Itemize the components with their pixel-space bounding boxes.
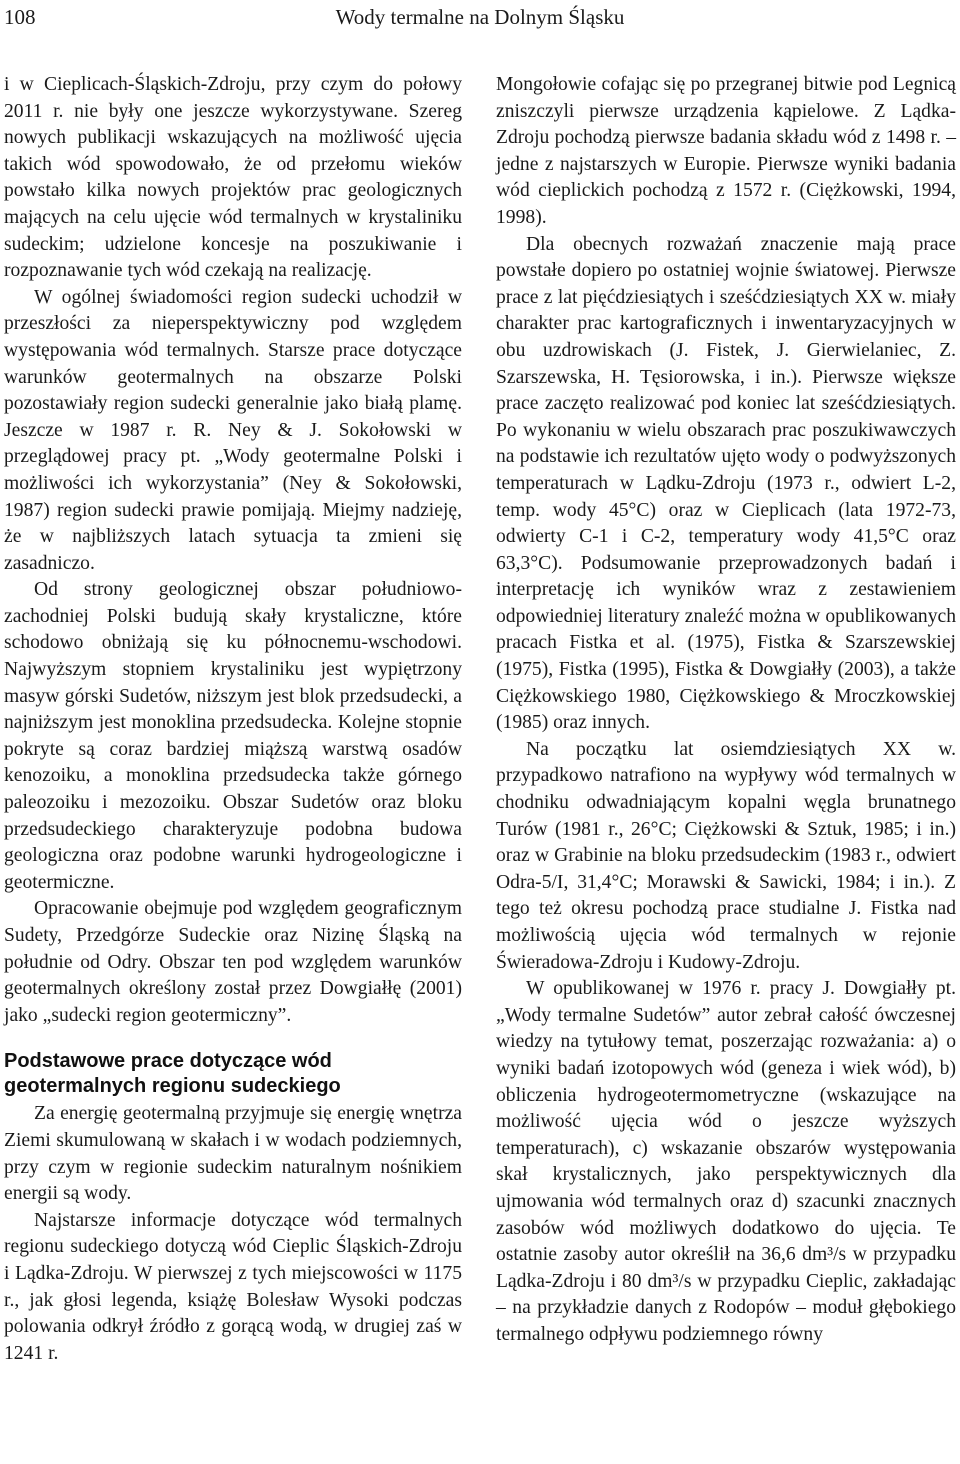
- paragraph: Najstarsze informacje dotyczące wód termalnych regionu sudeckiego dotyczą wód Cieplic Śląskich-Zdroju i Lądka-Zdroju. W pierwszej z tych miejscowości w 1175 r., jak głosi legenda, książę Bolesław Wysoki podczas polowania odkrył źródło z gorącą wodą, w drugiej zaś w 1241 r.: [4, 1209, 462, 1364]
- paragraph: W ogólnej świadomości region sudecki uchodził w przeszłości za nieperspektywiczny pod względem występowania wód termalnych. Starsze prace dotyczące warunków geotermalnych na obszarze Polski pozostawiały region sudecki generalnie jako białą plamę. Jeszcze w 1987 r. R. Ney & J. Sokołowski w przeglądowej pracy pt. „Wody geotermalne Polski i możliwości ich wykorzystania” (Ney & Sokołowski, 1987) region sudecki prawie pomijają. Miejmy nadzieję, że w najbliższych latach sytuacja ta zmieni się zasadniczo.: [4, 286, 462, 574]
- paragraph: Od strony geologicznej obszar południowo-zachodniej Polski budują skały krystaliczne, które schodowo obniżają się ku północnemu-wschodowi. Najwyższym stopniem krystaliniku jest wypiętrzony masyw górski Sudetów, niższym jest blok przedsudecki, a najniższym jest monoklina przedsudecka. Kolejne stopnie pokryte są coraz bardziej miąższą warstwą osadów kenozoiku, a monoklina przedsudecka także górnego paleozoiku i mezozoiku. Obszar Sudetów oraz bloku przedsudeckiego charakteryzuje podobna budowa geologiczna oraz podobne warunki hydrogeologiczne i geotermiczne.: [4, 579, 462, 893]
- paragraph: W opublikowanej w 1976 r. pracy J. Dowgiałły pt. „Wody termalne Sudetów” autor zebrał całość ówczesnej wiedzy na tytułowy temat, poszerzając rozważania: a) o wyniki badań izotopowych wód (geneza i wiek wód), b) obliczenia hydrogeotermometryczne (wskazujące na możliwość ujęcia wód o jeszcze wyższych temperaturach), c) wskazanie obszarów występowania skał krystalicznych, jako perspektywicznych dla ujmowania wód termalnych oraz d) szacunki znacznych zasobów wód możliwych dodatkowo do ujęcia. Te ostatnie zasoby autor określił na 36,6 dm³/s w przypadku Lądka-Zdroju i 80 dm³/s w przypadku Cieplic, zakładając – na przykładzie danych z Rodopów – moduł głębokiego termalnego odpływu podziemnego równy: [496, 978, 956, 1345]
- running-title: Wody termalne na Dolnym Śląsku: [335, 5, 625, 29]
- paragraph: Za energię geotermalną przyjmuje się energię wnętrza Ziemi skumulowaną w skałach i w wodach podziemnych, przy czym w regionie sudeckim naturalnym nośnikiem energii są wody.: [4, 1103, 462, 1205]
- page-number: 108: [4, 5, 36, 29]
- left-column: [4, 72, 462, 1367]
- paragraph: Opracowanie obejmuje pod względem geograficznym Sudety, Przedgórze Sudeckie oraz Nizinę Śląską na południe od Odry. Obszar ten pod względem warunków geotermalnych określony został przez Dowgiałłę (2001) jako „sudecki region geotermiczny”.: [4, 898, 462, 1026]
- paragraph: Dla obecnych rozważań znaczenie mają prace powstałe dopiero po ostatniej wojnie światowej. Pierwsze prace z lat pięćdziesiątych i sześćdziesiątych XX w. miały charakter prac kartograficznych i inwentaryzacyjnych w obu uzdrowiskach (J. Fistek, J. Gierwielaniec, Z. Szarszewska, H. Tęsiorowska, i in.). Pierwsze większe prace zaczęto realizować pod koniec lat sześćdziesiątych. Po wykonaniu w wielu obszarach prac poszukiwawczych na podstawie ich rezultatów ujęto wody o podwyższonych temperaturach w Lądku-Zdroju (1973 r., odwiert L-2, temp. wody 45°C) oraz w Cieplicach (lata 1972-73, odwierty C-1 i C-2, temperatury wody 41,5°C oraz 63,3°C). Podsumowanie przeprowadzonych badań i interpretację ich wyników wraz z zestawieniem odpowiedniej literatury znaleźć można w opublikowanych pracach Fistka et al. (1975), Fistka & Szarszewskiej (1975), Fistka (1995), Fistka & Dowgiałły (2003), a także Ciężkowskiego 1980, Ciężkowskiego & Mroczkowskiej (1985) oraz innych.: [496, 233, 956, 734]
- right-column: [496, 72, 956, 1349]
- page-header: [4, 2, 956, 32]
- paragraph: i w Cieplicach-Śląskich-Zdroju, przy czym do połowy 2011 r. nie były one jeszcze wykorzystywane. Szereg nowych publikacji wskazujących na możliwość ujęcia takich wód spowodowało, że od przełomu wieków powstało kilka nowych projektów prac geologicznych mających na celu ujęcie wód termalnych w krystaliniku sudeckim; udzielone koncesje na poszukiwanie i rozpoznawanie tych wód czekają na realizację.: [4, 74, 462, 282]
- paragraph: Na początku lat osiemdziesiątych XX w. przypadkowo natrafiono na wypływy wód termalnych w chodniku odwadniającym kopalni węgla brunatnego Turów (1981 r., 26°C; Ciężkowski & Sztuk, 1985; i in.) oraz w Grabinie na bloku przedsudeckim (1983 r., odwiert Odra-5/I, 31,4°C; Morawski & Sawicki, 1984; i in.). Z tego też okresu pochodzą prace studialne J. Fistka nad możliwością ujęcia wód termalnych w rejonie Świeradowa-Zdroju i Kudowy-Zdroju.: [496, 738, 956, 973]
- section-heading: Podstawowe prace dotyczące wód geotermalnych regionu sudeckiego: [4, 1050, 341, 1098]
- paragraph: Mongołowie cofając się po przegranej bitwie pod Legnicą zniszczyli pierwsze urządzenia kąpielowe. Z Lądka-Zdroju pochodzą pierwsze badania składu wód z 1498 r. – jedne z najstarszych w Europie. Pierwsze wyniki badania wód cieplickich pochodzą z 1572 r. (Ciężkowski, 1994, 1998).: [496, 74, 956, 228]
